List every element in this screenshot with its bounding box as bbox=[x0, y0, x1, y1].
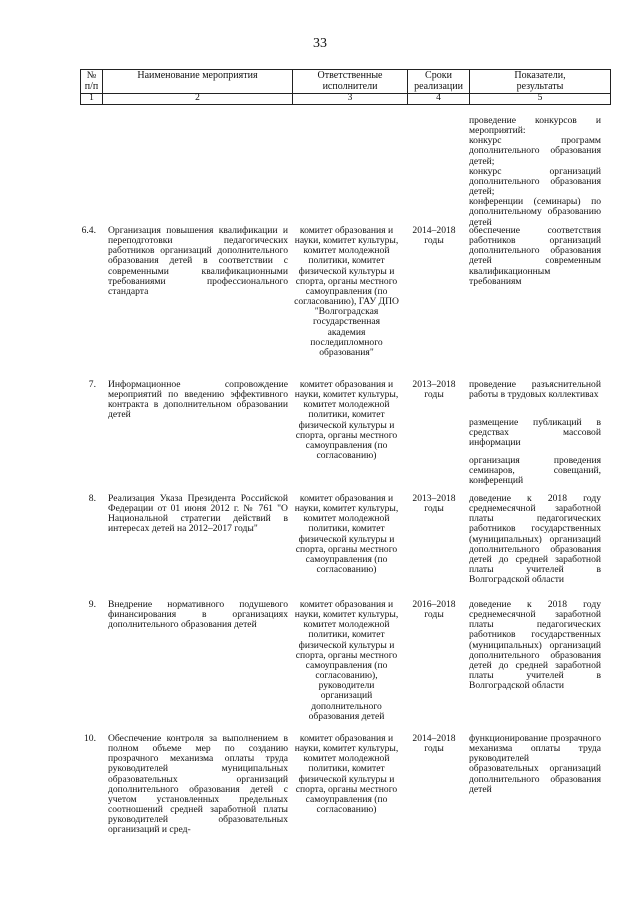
colnum-4: 4 bbox=[408, 94, 470, 105]
row-resp: комитет образования и науки, комитет культуры, комитет молодежной политики, комитет физической культуры и спорта, органы местного самоуправления (по согласованию) bbox=[294, 379, 399, 462]
colnum-5: 5 bbox=[470, 94, 611, 105]
row-name: Информационное сопровождение мероприятий по введению эффективного контракта в дополнительном образовании детей bbox=[108, 379, 288, 421]
continuation-result: проведение конкурсов и мероприятий: конкурс программ дополнительного образования детей; конкурс организаций дополнительного образования детей; конференции (семинары) по дополнительному образованию детей bbox=[469, 115, 601, 228]
header-resp: Ответственные исполнители bbox=[293, 70, 408, 94]
header-name: Наименование мероприятия bbox=[103, 70, 293, 94]
row-result: обеспечение соответствия работников организаций дополнительного образования детей современным квалификационным требованиям bbox=[469, 225, 601, 287]
colnum-2: 2 bbox=[103, 94, 293, 105]
row-result: доведение к 2018 году среднемесячной заработной платы педагогических работников государственных (муниципальных) организаций дополнительного образования детей до средней заработной платы учителей в Волгоградской области bbox=[469, 493, 601, 586]
page-number: 33 bbox=[313, 36, 327, 51]
header-term: Сроки реализации bbox=[408, 70, 470, 94]
row-resp: комитет образования и науки, комитет культуры, комитет молодежной политики, комитет физической культуры и спорта, органы местного самоуправления (по согласованию), ГАУ ДПО "Волгоградская государственная академия последипломного образования" bbox=[294, 225, 399, 358]
row-num: 10. bbox=[84, 733, 96, 744]
row-term: 2016–2018 годы bbox=[412, 599, 456, 621]
row-result-2: размещение публикаций в средствах массовой информации bbox=[469, 417, 601, 449]
row-term: 2014–2018 годы bbox=[412, 733, 456, 755]
header-result: Показатели, результаты bbox=[470, 70, 611, 94]
row-name: Внедрение нормативного подушевого финансирования в организациях дополнительного образования детей bbox=[108, 599, 288, 631]
row-result: проведение разъяснительной работы в трудовых коллективах bbox=[469, 379, 601, 401]
row-resp: комитет образования и науки, комитет культуры, комитет молодежной политики, комитет физической культуры и спорта, органы местного самоуправления (по согласованию), руководители организаций дополнительного образования детей bbox=[294, 599, 399, 722]
row-name: Реализация Указа Президента Российской Федерации от 01 июня 2012 г. № 761 "О Национальной стратегии действий в интересах детей на 2012–2017 годы" bbox=[108, 493, 288, 535]
header-num: № п/п bbox=[81, 70, 103, 94]
row-term: 2014–2018 годы bbox=[412, 225, 456, 247]
row-term: 2013–2018 годы bbox=[412, 493, 456, 515]
row-num: 8. bbox=[88, 493, 96, 504]
row-result: доведение к 2018 году среднемесячной заработной платы педагогических работников государственных (муниципальных) организаций дополнительного образования детей до средней заработной платы учителей в Волгоградской области bbox=[469, 599, 601, 692]
row-num: 7. bbox=[88, 379, 96, 390]
table-header bbox=[80, 69, 611, 105]
row-resp: комитет образования и науки, комитет культуры, комитет молодежной политики, комитет физической культуры и спорта, органы местного самоуправления (по согласованию) bbox=[294, 733, 399, 816]
row-num: 6.4. bbox=[81, 225, 96, 236]
row-resp: комитет образования и науки, комитет культуры, комитет молодежной политики, комитет физической культуры и спорта, органы местного самоуправления (по согласованию) bbox=[294, 493, 399, 576]
row-result: функционирование прозрачного механизма оплаты труда руководителей образовательных организаций дополнительного образования детей bbox=[469, 733, 601, 795]
row-name: Организация повышения квалификации и переподготовки педагогических работников организаций дополнительного образования детей в соответствии с современными квалификационными требованиями профессионального стандарта bbox=[108, 225, 288, 297]
row-name: Обеспечение контроля за выполнением в полном объеме мер по созданию прозрачного механизма оплаты труда руководителей муниципальных образовательных организаций дополнительного образования детей с учетом установленных предельных соотношений средней заработной платы руководителей образовательных организаций и сред- bbox=[108, 733, 288, 836]
colnum-3: 3 bbox=[293, 94, 408, 105]
colnum-1: 1 bbox=[81, 94, 103, 105]
row-num: 9. bbox=[88, 599, 96, 610]
row-result-3: организация проведения семинаров, совещаний, конференций bbox=[469, 455, 601, 487]
row-term: 2013–2018 годы bbox=[412, 379, 456, 401]
